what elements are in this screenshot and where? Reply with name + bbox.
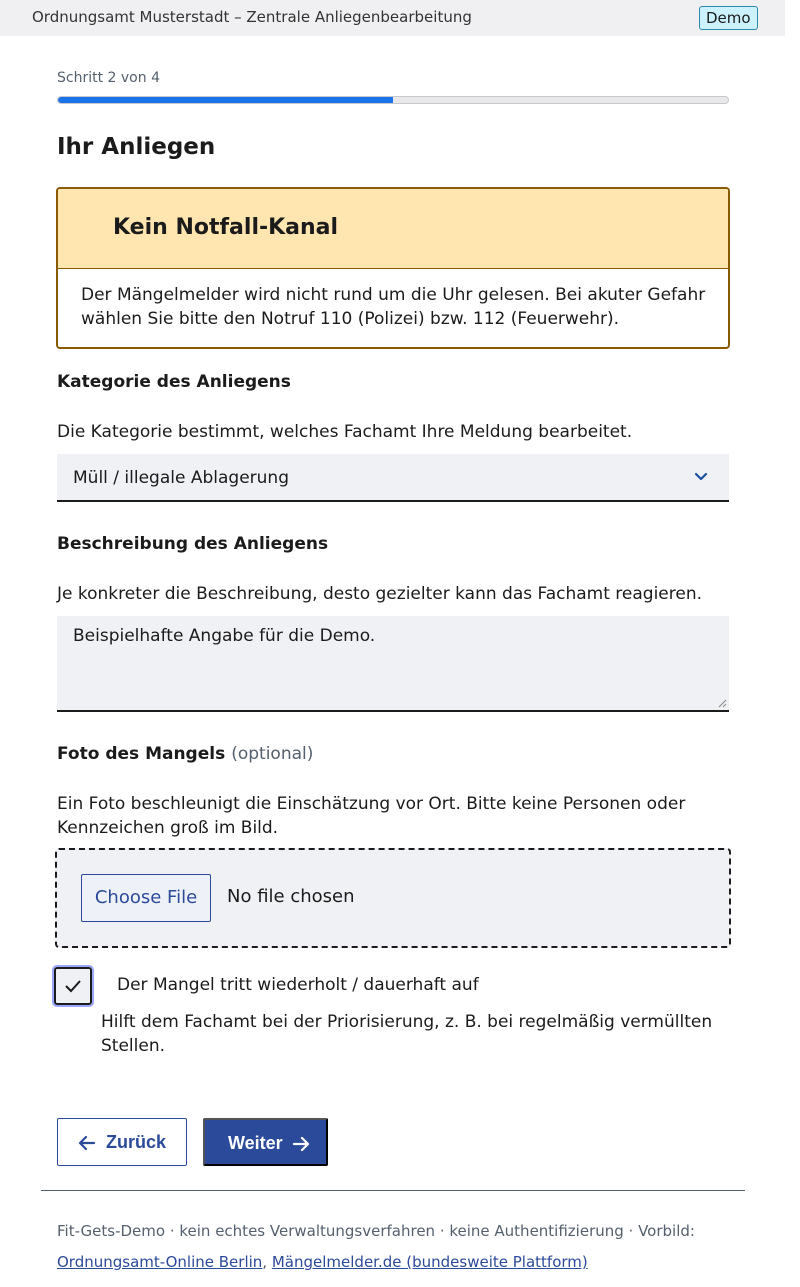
photo-label — [57, 744, 313, 764]
resize-grip-icon[interactable] — [717, 698, 727, 708]
footer-separator: , — [262, 1253, 268, 1271]
progress-bar — [57, 96, 729, 104]
warning-alert — [56, 187, 730, 349]
recurring-checkbox[interactable] — [54, 967, 92, 1005]
footer-text: Fit-Gets-Demo · kein echtes Verwaltungsverfahren · keine Authentifizierung · Vorbild: — [57, 1222, 695, 1240]
checkmark-icon — [64, 977, 82, 995]
optional-tag: (optional) — [231, 744, 314, 764]
footer-link-maengelmelder[interactable]: Mängelmelder.de (bundesweite Plattform) — [271, 1253, 588, 1271]
file-status: No file chosen — [227, 886, 355, 907]
category-select[interactable] — [57, 454, 729, 502]
category-hint: Die Kategorie bestimmt, welches Fachamt Ihre Meldung bearbeitet. — [57, 422, 633, 442]
category-selected-value: Müll / illegale Ablagerung — [73, 468, 289, 488]
step-indicator: Schritt 2 von 4 — [57, 70, 160, 86]
next-button-label: Weiter — [228, 1133, 283, 1153]
description-value: Beispielhafte Angabe für die Demo. — [73, 626, 376, 646]
demo-badge: Demo — [699, 6, 758, 30]
recurring-hint: Hilft dem Fachamt bei der Priorisierung, z. B. bei regelmäßig vermüllten Stellen. — [101, 1012, 713, 1056]
back-button[interactable] — [57, 1118, 187, 1166]
file-upload-zone[interactable] — [55, 848, 731, 948]
progress-fill — [58, 97, 393, 103]
next-button[interactable] — [203, 1118, 328, 1166]
alert-body: Der Mängelmelder wird nicht rund um die Uhr gelesen. Bei akuter Gefahr wählen Sie bitte den Notruf 110 (Polizei) bzw. 112 (Feuerwehr). — [81, 285, 706, 329]
site-title: Ordnungsamt Musterstadt – Zentrale Anliegenbearbeitung — [32, 8, 472, 26]
description-hint: Je konkreter die Beschreibung, desto gezielter kann das Fachamt reagieren. — [57, 584, 703, 604]
top-bar — [0, 0, 785, 36]
footer-link-berlin[interactable]: Ordnungsamt-Online Berlin — [57, 1253, 263, 1271]
footer-divider — [41, 1190, 745, 1191]
photo-hint: Ein Foto beschleunigt die Einschätzung vor Ort. Bitte keine Personen oder Kennzeichen groß im Bild. — [57, 794, 686, 838]
choose-file-button[interactable]: Choose File — [81, 874, 211, 922]
page-title: Ihr Anliegen — [57, 134, 216, 160]
description-label: Beschreibung des Anliegens — [57, 534, 329, 554]
chevron-down-icon — [691, 466, 711, 486]
back-button-label: Zurück — [106, 1132, 167, 1152]
arrow-left-icon — [78, 1134, 96, 1152]
description-textarea[interactable] — [57, 616, 729, 712]
arrow-right-icon — [292, 1135, 310, 1153]
category-label: Kategorie des Anliegens — [57, 372, 291, 392]
photo-label-text: Foto des Mangels — [57, 744, 226, 764]
recurring-label[interactable]: Der Mangel tritt wiederholt / dauerhaft auf — [117, 975, 479, 995]
alert-title: Kein Notfall-Kanal — [58, 189, 728, 269]
footer — [57, 1216, 757, 1278]
